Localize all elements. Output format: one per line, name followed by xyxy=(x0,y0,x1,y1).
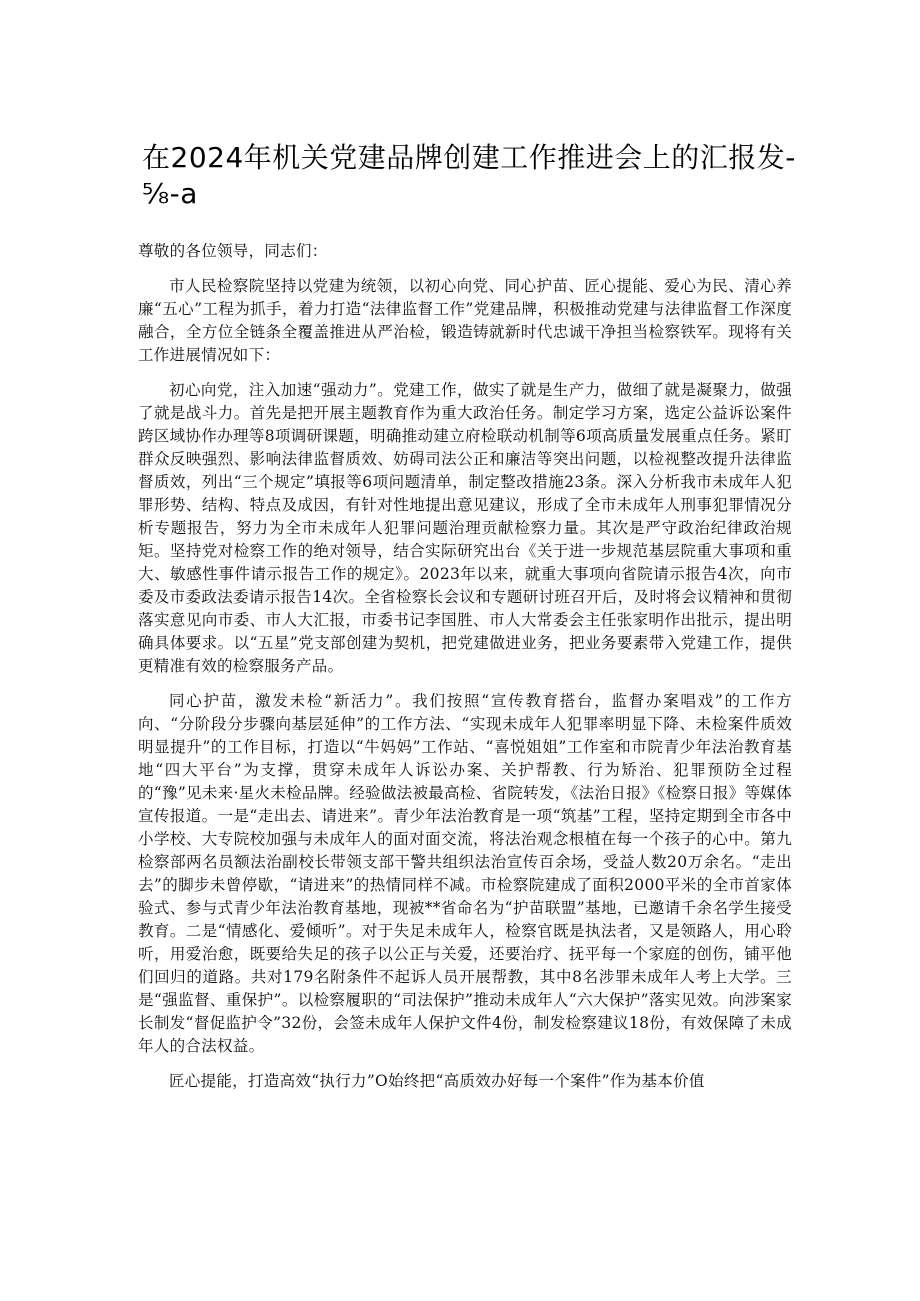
paragraph-intro: 市人民检察院坚持以党建为统领，以初心向党、同心护苗、匠心提能、爱心为民、清心养廉“五心”工程为抓手，着力打造“法律监督工作”党建品牌，积极推动党建与法律监督工作深度融合，全方位全链条全覆盖推进从严治检，锻造铸就新时代忠诚干净担当检察铁军。现将有关工作进展情况如下： xyxy=(138,277,792,364)
salutation: 尊敬的各位领导，同志们： xyxy=(138,242,328,260)
document-body xyxy=(138,240,792,1105)
paragraph-jiangxin: 匠心提能，打造高效“执行力”O始终把“高质效办好每一个案件”作为基本价值 xyxy=(169,1072,705,1090)
paragraph-tongxin: 同心护苗，激发未检“新活力”。我们按照“宣传教育搭台，监督办案唱戏”的工作方向、“分阶段分步骤向基层延伸”的工作方法、“实现未成年人犯罪率明显下降、未检案件质效明显提升”的工作目标，打造以“牛妈妈”工作站、“喜悦姐姐”工作室和市院青少年法治教育基地“四大平台”为支撑，贯穿未成年人诉讼办案、关护帮教、行为矫治、犯罪预防全过程的“豫”见未来·星火未检品牌。经验做法被最高检、省院转发，《法治日报》《检察日报》等媒体宣传报道。一是“走出去、请进来”。青少年法治教育是一项“筑基”工程，坚持定期到全市各中小学校、大专院校加强与未成年人的面对面交流，将法治观念根植在每一个孩子的心中。第九检察部两名员额法治副校长带领支部干警共组织法治宣传百余场，受益人数20万余名。“走出去”的脚步未曾停歇，“请进来”的热情同样不减。市检察院建成了面积2000平米的全市首家体验式、参与式青少年法治教育基地，现被**省命名为“护苗联盟”基地，已邀请千余名学生接受教育。二是“情感化、爱倾听”。对于失足未成年人，检察官既是执法者，又是领路人，用心聆听，用爱治愈，既要给失足的孩子以公正与关爱，还要治疗、抚平每一个家庭的创伤，铺平他们回归的道路。共对179名附条件不起诉人员开展帮教，其中8名涉罪未成年人考上大学。三是“强监督、重保护”。以检察履职的“司法保护”推动未成年人“六大保护”落实见效。向涉案家长制发“督促监护令”32份，会签未成年人保护文件4份，制发检察建议18份，有效保障了未成年人的合法权益。 xyxy=(138,692,792,1055)
document-title: 在2024年机关党建品牌创建工作推进会上的汇报发-⅝-a xyxy=(142,141,796,210)
paragraph-chuxin: 初心向党，注入加速“强动力”。党建工作，做实了就是生产力，做细了就是凝聚力，做强了就是战斗力。首先是把开展主题教育作为重大政治任务。制定学习方案，选定公益诉讼案件跨区域协作办理等8项调研课题，明确推动建立府检联动机制等6项高质量发展重点任务。紧盯群众反映强烈、影响法律监督质效、妨碍司法公正和廉洁等突出问题，以检视整改提升法律监督质效，列出“三个规定”填报等6项问题清单，制定整改措施23条。深入分析我市未成年人犯罪形势、结构、特点及成因，有针对性地提出意见建议，形成了全市未成年人刑事犯罪情况分析专题报告，努力为全市未成年人犯罪问题治理贡献检察力量。其次是严守政治纪律政治规矩。坚持党对检察工作的绝对领导，结合实际研究出台《关于进一步规范基层院重大事项和重大、敏感性事件请示报告工作的规定》。2023年以来，就重大事项向省院请示报告4次，向市委及市委政法委请示报告14次。全省检察长会议和专题研讨班召开后，及时将会议精神和贯彻落实意见向市委、市人大汇报，市委书记李国胜、市人大常委会主任张家明作出批示，提出明确具体要求。以“五星”党支部创建为契机，把党建做进业务，把业务要素带入党建工作，提供更精准有效的检察服务产品。 xyxy=(138,381,792,675)
